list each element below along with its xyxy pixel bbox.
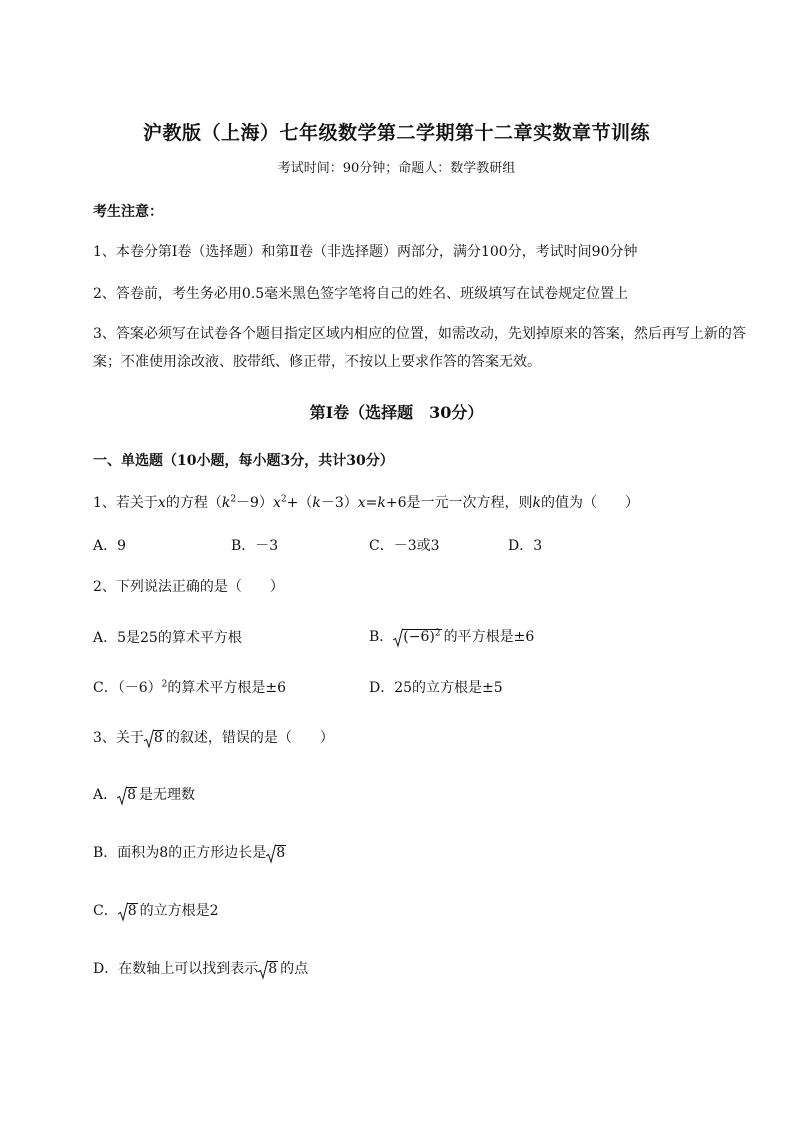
notice-item-3: 3、答案必须写在试卷各个题目指定区域内相应的位置，如需改动，先划掉原来的答案，然后再写上新的答案；不准使用涂改液、胶带纸、修正带，不按以上要求作答的答案无效。 (93, 326, 746, 370)
q1-option-b: B．－3 (231, 538, 279, 554)
q1-var: k (312, 495, 321, 511)
q1-text: －3） (320, 495, 358, 511)
q3-c-label: C． (93, 903, 118, 919)
radicand: 8 (276, 845, 286, 861)
sqrt-symbol (393, 629, 441, 645)
q1-option-a: A．9 (93, 538, 127, 554)
q3-option-b (93, 842, 288, 862)
q1-text: +（ (286, 495, 313, 511)
q3-b-text: B．面积为8的正方形边长是 (93, 845, 267, 861)
section-title: 第I卷（选择题 30分） (309, 403, 484, 422)
exam-info: 考试时间：90分钟；命题人：数学教研组 (277, 161, 516, 176)
q1-var: k (221, 495, 231, 511)
sqrt-symbol (118, 903, 138, 919)
q2-c-text: 的算术平方根是±6 (167, 680, 286, 696)
radicand: 8 (127, 903, 137, 919)
q1-option-c: C．－3或3 (369, 538, 440, 554)
q2-option-b (369, 626, 534, 646)
q2-b-text: 的平方根是±6 (443, 629, 535, 645)
q2-option-a: A．5是25的算术平方根 (93, 630, 242, 646)
q1-var: k (377, 495, 386, 511)
q1-text: 的方程（ (165, 495, 222, 511)
notice-item-2: 2、答卷前，考生务必用0.5毫米黑色签字笔将自己的姓名、班级填写在试卷规定位置上 (93, 286, 629, 302)
sqrt-symbol (144, 730, 164, 746)
exponent: 2 (434, 628, 441, 639)
q3-a-text: 是无理数 (139, 787, 196, 803)
q1-text: 的值为（ ） (541, 495, 639, 511)
q3-d-text: 的点 (280, 961, 309, 977)
q3-option-d (93, 958, 308, 978)
q1-option-d: D．3 (508, 538, 543, 554)
q3-option-c (93, 900, 219, 920)
q1-text: －9） (236, 495, 273, 511)
q3-text: 3、关于 (93, 730, 144, 746)
q3-a-label: A． (93, 787, 118, 803)
page-title: 沪教版（上海）七年级数学第二学期第十二章实数章节训练 (142, 122, 650, 144)
question-1-stem (93, 492, 639, 512)
q3-option-a (93, 784, 195, 804)
q2-b-label: B． (369, 629, 394, 645)
part-title: 一、单选题（10小题，每小题3分，共计30分） (93, 453, 394, 469)
q1-var: x (157, 495, 166, 511)
q1-exponent: 2 (280, 494, 287, 505)
q1-exponent: 2 (230, 494, 237, 505)
question-3-stem (93, 727, 334, 747)
q1-text: +6是一元一次方程，则 (385, 495, 533, 511)
q3-c-text: 的立方根是2 (139, 903, 219, 919)
radicand: (−6) (403, 629, 435, 645)
notice-item-1: 1、本卷分第I卷（选择题）和第Ⅱ卷（非选择题）两部分，满分100分，考试时间90分钟 (93, 244, 638, 260)
radicand: 8 (127, 787, 137, 803)
radicand: 8 (153, 730, 163, 746)
q1-var: x (357, 495, 366, 511)
q1-var: x (272, 495, 281, 511)
question-2-stem: 2、下列说法正确的是（ ） (93, 579, 284, 595)
sqrt-symbol (266, 845, 286, 861)
radicand: 8 (268, 961, 278, 977)
notice-heading: 考生注意： (93, 204, 163, 220)
q3-text: 的叙述，错误的是（ ） (165, 730, 334, 746)
q2-c-text: C．（－6） (93, 680, 162, 696)
sqrt-symbol (117, 787, 137, 803)
exponent: 2 (161, 679, 168, 690)
sqrt-symbol (258, 961, 278, 977)
q1-text: = (365, 495, 378, 511)
q1-text: 1、若关于 (93, 495, 158, 511)
q2-option-d: D．25的立方根是±5 (369, 680, 503, 696)
q2-option-c (93, 677, 286, 697)
q3-d-text: D．在数轴上可以找到表示 (93, 961, 259, 977)
q1-var: k (532, 495, 541, 511)
